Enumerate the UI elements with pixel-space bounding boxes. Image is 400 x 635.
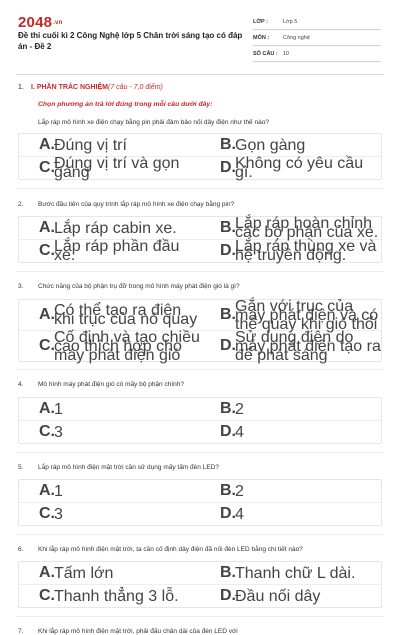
question-text: Khi lắp ráp mô hình điện mặt trời, ta cần cố định dây điện đã nối đèn LED bằng chi tiết nào? (38, 546, 303, 553)
option-b[interactable]: B. Lắp ráp hoàn chỉnh các bộ phận của xe. (220, 215, 379, 241)
page-header (0, 0, 400, 78)
option-b[interactable]: B. Thanh chữ L dài. (220, 564, 356, 582)
option-c[interactable]: C. Đúng vị trí và gọn gàng (39, 155, 180, 181)
meta-row-subject (253, 30, 381, 46)
option-d[interactable]: D. 4 (220, 505, 244, 523)
question-text: Chức năng của bộ phận trụ đỡ trong mô hình máy phát điện gió là gì? (38, 283, 240, 290)
question-2 (18, 201, 400, 208)
option-d[interactable]: D. 4 (220, 423, 244, 441)
meta-key: SỐ CÂU : (253, 50, 278, 57)
question-text: Lắp ráp mô hình điện mặt trời cần sử dụng mấy tấm đèn LED? (38, 464, 219, 471)
page-title: Đề thi cuối kì 2 Công Nghệ lớp 5 Chân trời sáng tạo có đáp án - Đề 2 (18, 31, 243, 51)
question-4-options (18, 397, 382, 444)
option-a[interactable]: A. Có thể tạo ra điện khi trục của nó quay (39, 302, 198, 328)
option-c[interactable]: C. Lắp ráp phần đầu xe. (39, 238, 180, 264)
question-6-options (18, 561, 382, 608)
meta-key: MÔN : (253, 34, 270, 41)
logo-suffix: .vn (53, 20, 63, 27)
option-d[interactable]: D. Lắp ráp thùng xe và hệ truyền động. (220, 238, 377, 264)
question-5 (18, 464, 400, 471)
question-divider (16, 188, 384, 189)
exam-content (0, 78, 400, 635)
option-a[interactable]: A. Lắp ráp cabin xe. (39, 219, 177, 237)
question-text: Khi lắp ráp mô hình điện mặt trời, phải đấu chân dài của đèn LED với (38, 628, 238, 635)
option-a[interactable]: A. Đúng vị trí (39, 136, 127, 154)
option-c[interactable]: C. 3 (39, 423, 63, 441)
question-divider (16, 452, 384, 453)
question-number: 7. (18, 628, 24, 635)
question-text: Mô hình máy phát điện gió có mấy bộ phận chính? (38, 381, 184, 388)
question-number: 6. (18, 546, 24, 553)
option-b[interactable]: B. Gọn gàng (220, 136, 306, 154)
question-7 (18, 628, 400, 635)
meta-row-count (253, 46, 381, 62)
option-b[interactable]: B. 2 (220, 482, 244, 500)
question-4 (18, 381, 400, 388)
question-3-options (18, 299, 382, 362)
meta-row-class (253, 14, 381, 30)
option-b[interactable]: B. 2 (220, 400, 244, 418)
option-a[interactable]: A. 1 (39, 482, 63, 500)
question-number: 5. (18, 464, 24, 471)
question-divider (16, 369, 384, 370)
question-2-options (18, 216, 382, 263)
question-number: 2. (18, 201, 24, 208)
option-d[interactable]: D. Sử dụng điện do máy phát điện tạo ra để phát sáng (220, 328, 381, 364)
meta-value: Công nghệ (283, 34, 310, 41)
question-number: 3. (18, 283, 24, 290)
question-divider (16, 534, 384, 535)
section-subtitle: (7 câu - 7,0 điểm) (108, 84, 163, 91)
question-5-options (18, 479, 382, 526)
section-number: 1. (18, 84, 24, 91)
question-1-options (18, 133, 382, 180)
exam-meta (253, 14, 381, 62)
section-instruction: Chọn phương án trả lời đúng trong mỗi câu dưới đây: (38, 101, 213, 108)
logo-main: 2048 (18, 14, 53, 31)
question-divider (16, 271, 384, 272)
meta-key: LỚP : (253, 18, 268, 25)
option-a[interactable]: A. Tấm lớn (39, 564, 114, 582)
question-6 (18, 546, 400, 553)
option-a[interactable]: A. 1 (39, 400, 63, 418)
header-divider (16, 74, 384, 75)
option-c[interactable]: C. 3 (39, 505, 63, 523)
site-logo[interactable] (18, 14, 62, 31)
question-text: Bước đầu tiên của quy trình lắp ráp mô hình xe điện chạy bằng pin? (38, 201, 235, 208)
question-number: 4. (18, 381, 24, 388)
meta-value: Lớp 5 (283, 18, 298, 25)
question-1 (38, 119, 400, 126)
option-b[interactable]: B. Gắn với trục của máy phát điện và có thể quay khi gió thổi (220, 297, 379, 333)
question-text: Lắp ráp mô hình xe điện chạy bằng pin phải đảm bảo nối dây điện như thế nào? (38, 119, 269, 126)
question-divider (16, 616, 384, 617)
option-c[interactable]: C. Cố định và tạo chiều cao thích hợp cho máy phát điện gió (39, 328, 200, 364)
section-heading (18, 84, 382, 91)
option-c[interactable]: C. Thanh thẳng 3 lỗ. (39, 587, 179, 605)
meta-value: 10 (283, 50, 290, 57)
section-title: I. PHẦN TRẮC NGHIỆM(7 câu - 7,0 điểm) (31, 84, 163, 91)
option-d[interactable]: D. Không có yêu cầu gì. (220, 155, 364, 181)
question-3 (18, 283, 400, 290)
option-d[interactable]: D. Đầu nối dây (220, 587, 321, 605)
